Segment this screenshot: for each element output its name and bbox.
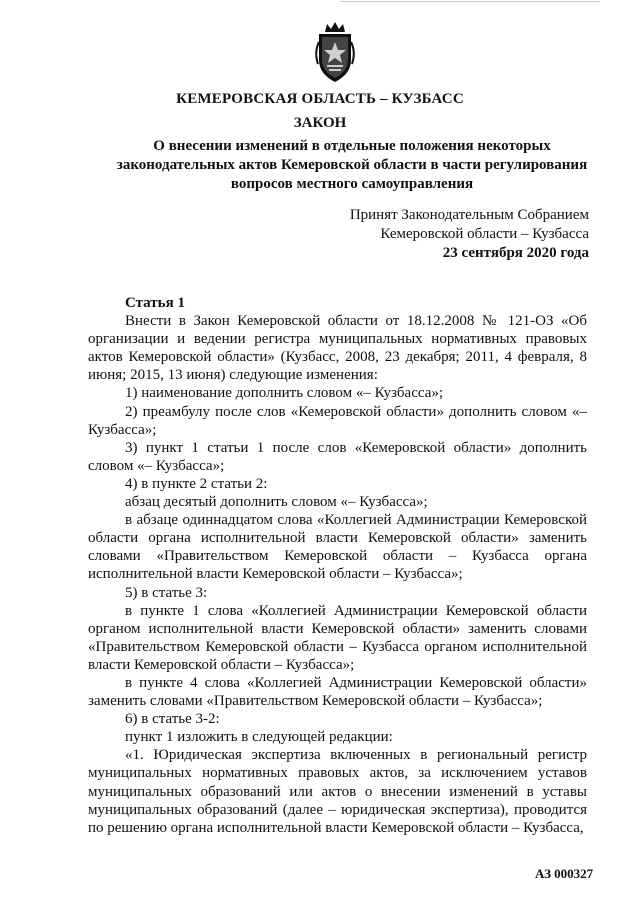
adoption-block: [300, 206, 589, 263]
coat-of-arms-emblem-icon: [313, 22, 357, 84]
law-subject-title: [110, 137, 594, 194]
paragraph: «1. Юридическая экспертиза включенных в региональный регистр муниципальных нормативных правовых актов, за исключением уставов муниципальных образований или актов о внесении изменений в уставы муниципальных образований (далее – юридическая экспертиза), проводится по решению органа исполнительной власти Кемеровской области – Кузбасса,: [88, 747, 587, 836]
adoption-date: 23 сентября 2020 года: [442, 245, 589, 261]
serial-number: АЗ 000327: [535, 866, 594, 881]
paragraph: 3) пункт 1 статьи 1 после слов «Кемеровской области» дополнить словом «– Кузбасса»;: [88, 439, 587, 474]
paragraph: в пункте 1 слова «Коллегией Администрации Кемеровской области органом исполнительной власти Кемеровской области» заменить словами «Правительством Кемеровской области – Кузбасса органом исполнительной власти Кемеровской области – Кузбасса»;: [88, 602, 587, 673]
paragraph: абзац десятый дополнить словом «– Кузбасса»;: [125, 494, 428, 511]
subject-line: О внесении изменений в отдельные положения некоторых: [153, 138, 551, 154]
paragraph: в пункте 4 слова «Коллегией Администрации Кемеровской области» заменить словами «Правительством Кемеровской области – Кузбасса»;: [88, 674, 587, 710]
paragraph: пункт 1 изложить в следующей редакции:: [125, 729, 393, 746]
subject-line: вопросов местного самоуправления: [230, 176, 474, 192]
paragraph: Внести в Закон Кемеровской области от 18.12.2008 № 121-ОЗ «Об организации и ведении регистра муниципальных нормативных правовых актов Кемеровской области» (Кузбасс, 2008, 23 декабря; 2011, 4 февраля, 8 июня; 2015, 13 июня) следующие изменения:: [88, 313, 587, 384]
adoption-line: Принят Законодательным Собранием: [349, 207, 589, 223]
scan-edge-line: [340, 1, 600, 2]
paragraph: 1) наименование дополнить словом «– Кузбасса»;: [125, 385, 444, 402]
article-heading: Статья 1: [125, 295, 185, 311]
paragraph: 4) в пункте 2 статьи 2:: [125, 475, 268, 492]
document-body: [88, 294, 587, 837]
paragraph: 5) в статье 3:: [125, 584, 208, 601]
document-type-heading: ЗАКОН: [293, 115, 347, 131]
paragraph: 2) преамбулу после слов «Кемеровской области» дополнить словом «– Кузбасса»;: [88, 403, 587, 438]
adoption-line: Кемеровской области – Кузбасса: [380, 226, 589, 242]
paragraph: 6) в статье 3-2:: [125, 711, 220, 728]
paragraph: в абзаце одиннадцатом слова «Коллегией Администрации Кемеровской области органа исполнительной власти Кемеровской области» заменить словами «Правительством Кемеровской области – Кузбасса органа исполнительной власти Кемеровской области – Кузбасса»;: [88, 512, 587, 583]
subject-line: законодательных актов Кемеровской области в части регулирования: [116, 157, 588, 173]
region-heading: КЕМЕРОВСКАЯ ОБЛАСТЬ – КУЗБАСС: [176, 91, 464, 107]
